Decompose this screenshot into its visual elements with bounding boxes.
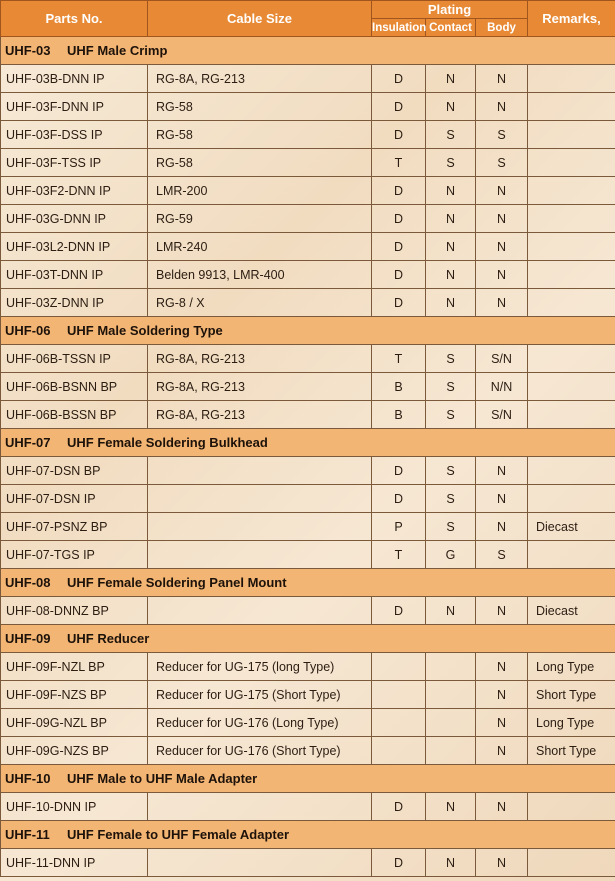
cable-size-cell: RG-8A, RG-213 [148,65,372,93]
part-number-cell: UHF-07-TGS IP [1,541,148,569]
remarks-cell [528,485,615,513]
body-cell: N [476,737,528,765]
body-cell: N [476,513,528,541]
body-cell: S/N [476,401,528,429]
cable-size-cell: Reducer for UG-175 (Short Type) [148,681,372,709]
table-row [1,709,615,737]
insulation-cell: D [372,65,426,93]
part-number-cell: UHF-08-DNNZ BP [1,597,148,625]
part-number-cell: UHF-03Z-DNN IP [1,289,148,317]
contact-cell: S [426,485,476,513]
part-number-cell: UHF-09G-NZS BP [1,737,148,765]
part-number-cell: UHF-09F-NZL BP [1,653,148,681]
contact-cell [426,681,476,709]
part-number-cell: UHF-07-DSN IP [1,485,148,513]
part-number-cell: UHF-03G-DNN IP [1,205,148,233]
section-code: UHF-03 [5,43,51,58]
insulation-cell: D [372,177,426,205]
body-cell: N [476,177,528,205]
cable-size-cell: RG-8A, RG-213 [148,373,372,401]
contact-cell [426,709,476,737]
insulation-cell: D [372,485,426,513]
cable-size-cell [148,541,372,569]
remarks-cell [528,289,615,317]
section-title-cell [1,317,615,345]
table-row [1,373,615,401]
remarks-cell: Diecast [528,597,615,625]
table-row [1,149,615,177]
part-number-cell: UHF-10-DNN IP [1,793,148,821]
body-cell: N [476,289,528,317]
cable-size-cell: RG-59 [148,205,372,233]
cable-size-cell: LMR-200 [148,177,372,205]
contact-cell: N [426,849,476,877]
remarks-cell [528,849,615,877]
insulation-cell: D [372,457,426,485]
body-cell: N [476,681,528,709]
section-title-cell [1,821,615,849]
body-cell: N [476,485,528,513]
cable-size-cell [148,485,372,513]
insulation-cell: D [372,597,426,625]
section-header [1,429,615,457]
remarks-cell [528,541,615,569]
part-number-cell: UHF-03T-DNN IP [1,261,148,289]
body-cell: N [476,709,528,737]
cable-size-cell [148,457,372,485]
cable-size-cell: RG-8A, RG-213 [148,345,372,373]
cable-size-cell [148,513,372,541]
remarks-cell [528,793,615,821]
body-cell: N [476,653,528,681]
header-cable-size: Cable Size [148,1,372,37]
part-number-cell: UHF-06B-BSSN BP [1,401,148,429]
insulation-cell [372,737,426,765]
table-row [1,93,615,121]
remarks-cell [528,345,615,373]
insulation-cell: D [372,205,426,233]
contact-cell: G [426,541,476,569]
contact-cell: S [426,401,476,429]
remarks-cell [528,177,615,205]
table-body [1,37,615,877]
section-title-cell [1,569,615,597]
cable-size-cell: Reducer for UG-175 (long Type) [148,653,372,681]
insulation-cell: D [372,261,426,289]
contact-cell: N [426,205,476,233]
header-parts-no: Parts No. [1,1,148,37]
part-number-cell: UHF-06B-BSNN BP [1,373,148,401]
insulation-cell: T [372,345,426,373]
insulation-cell: P [372,513,426,541]
part-number-cell: UHF-07-DSN BP [1,457,148,485]
remarks-cell [528,261,615,289]
table-row [1,233,615,261]
contact-cell: S [426,149,476,177]
section-title-cell [1,429,615,457]
section-title: UHF Male to UHF Male Adapter [67,771,258,786]
cable-size-cell: Reducer for UG-176 (Long Type) [148,709,372,737]
insulation-cell [372,653,426,681]
contact-cell: N [426,597,476,625]
table-row [1,541,615,569]
body-cell: N [476,849,528,877]
insulation-cell: B [372,373,426,401]
cable-size-cell [148,849,372,877]
section-code: UHF-07 [5,435,51,450]
section-code: UHF-09 [5,631,51,646]
contact-cell: N [426,177,476,205]
insulation-cell: T [372,541,426,569]
insulation-cell [372,681,426,709]
section-title: UHF Female Soldering Panel Mount [67,575,287,590]
section-code: UHF-08 [5,575,51,590]
section-title: UHF Reducer [67,631,150,646]
section-title-cell [1,625,615,653]
body-cell: S [476,149,528,177]
insulation-cell: B [372,401,426,429]
section-title-cell [1,37,615,65]
body-cell: S [476,541,528,569]
remarks-cell [528,457,615,485]
table-row [1,793,615,821]
table-row [1,205,615,233]
insulation-cell: D [372,793,426,821]
part-number-cell: UHF-03F-DSS IP [1,121,148,149]
contact-cell [426,653,476,681]
remarks-cell: Long Type [528,653,615,681]
part-number-cell: UHF-03F-DNN IP [1,93,148,121]
header-row [1,1,615,19]
body-cell: N [476,233,528,261]
section-header [1,317,615,345]
table-row [1,513,615,541]
cable-size-cell: RG-8 / X [148,289,372,317]
contact-cell: S [426,513,476,541]
section-code: UHF-10 [5,771,51,786]
body-cell: N [476,65,528,93]
contact-cell: N [426,93,476,121]
body-cell: N [476,93,528,121]
body-cell: N [476,261,528,289]
insulation-cell [372,709,426,737]
cable-size-cell: LMR-240 [148,233,372,261]
remarks-cell [528,149,615,177]
section-title-cell [1,765,615,793]
insulation-cell: D [372,121,426,149]
cable-size-cell [148,597,372,625]
insulation-cell: T [372,149,426,177]
contact-cell: S [426,457,476,485]
remarks-cell [528,205,615,233]
part-number-cell: UHF-09F-NZS BP [1,681,148,709]
insulation-cell: D [372,233,426,261]
body-cell: S [476,121,528,149]
section-header [1,569,615,597]
body-cell: N [476,597,528,625]
part-number-cell: UHF-09G-NZL BP [1,709,148,737]
part-number-cell: UHF-11-DNN IP [1,849,148,877]
header-insulation: Insulation [372,19,426,37]
header-contact: Contact [426,19,476,37]
body-cell: N [476,205,528,233]
remarks-cell: Long Type [528,709,615,737]
remarks-cell [528,65,615,93]
part-number-cell: UHF-03F2-DNN IP [1,177,148,205]
part-number-cell: UHF-03L2-DNN IP [1,233,148,261]
section-header [1,625,615,653]
table-row [1,485,615,513]
contact-cell: N [426,289,476,317]
table-row [1,345,615,373]
header-body: Body [476,19,528,37]
section-title: UHF Female to UHF Female Adapter [67,827,290,842]
remarks-cell: Short Type [528,681,615,709]
section-code: UHF-06 [5,323,51,338]
body-cell: N [476,457,528,485]
body-cell: N [476,793,528,821]
contact-cell: N [426,261,476,289]
remarks-cell [528,373,615,401]
cable-size-cell: RG-8A, RG-213 [148,401,372,429]
remarks-cell [528,401,615,429]
header-remarks: Remarks, [528,1,615,37]
contact-cell [426,737,476,765]
contact-cell: N [426,233,476,261]
section-code: UHF-11 [5,827,50,842]
remarks-cell: Diecast [528,513,615,541]
cable-size-cell: Reducer for UG-176 (Short Type) [148,737,372,765]
section-title: UHF Male Crimp [67,43,168,58]
remarks-cell [528,233,615,261]
table-row [1,849,615,877]
section-header [1,37,615,65]
insulation-cell: D [372,849,426,877]
table-row [1,457,615,485]
cable-size-cell: Belden 9913, LMR-400 [148,261,372,289]
cable-size-cell: RG-58 [148,149,372,177]
contact-cell: S [426,345,476,373]
table-row [1,653,615,681]
body-cell: S/N [476,345,528,373]
section-header [1,765,615,793]
cable-size-cell: RG-58 [148,121,372,149]
table-row [1,289,615,317]
insulation-cell: D [372,289,426,317]
remarks-cell [528,121,615,149]
table-row [1,597,615,625]
section-title: UHF Male Soldering Type [67,323,223,338]
table-row [1,681,615,709]
table-row [1,177,615,205]
part-number-cell: UHF-07-PSNZ BP [1,513,148,541]
table-row [1,261,615,289]
header-plating: Plating [372,1,528,19]
cable-size-cell: RG-58 [148,93,372,121]
section-title: UHF Female Soldering Bulkhead [67,435,268,450]
body-cell: N/N [476,373,528,401]
contact-cell: S [426,373,476,401]
table-row [1,401,615,429]
table-row [1,737,615,765]
contact-cell: N [426,793,476,821]
table-row [1,121,615,149]
part-number-cell: UHF-03B-DNN IP [1,65,148,93]
part-number-cell: UHF-06B-TSSN IP [1,345,148,373]
remarks-cell [528,93,615,121]
contact-cell: S [426,121,476,149]
cable-size-cell [148,793,372,821]
contact-cell: N [426,65,476,93]
table-row [1,65,615,93]
insulation-cell: D [372,93,426,121]
remarks-cell: Short Type [528,737,615,765]
part-number-cell: UHF-03F-TSS IP [1,149,148,177]
section-header [1,821,615,849]
